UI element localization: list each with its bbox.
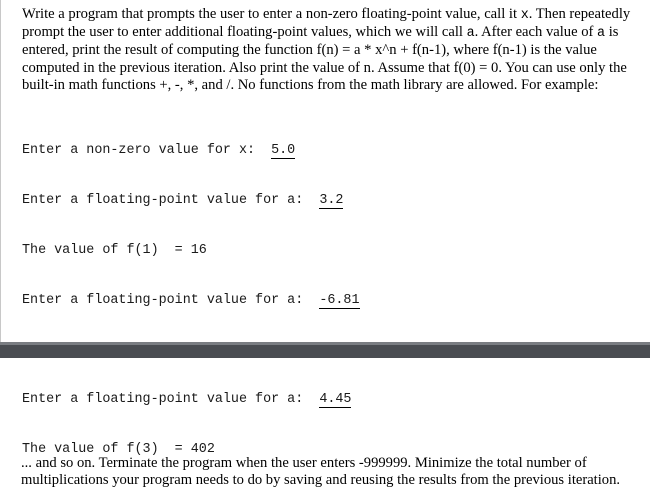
- intro-text-2b: is entered, print the result of computing the function f(n) = a * x^n + f(n-1), where f(n-1) is the value computed in the previous iteration. Also print the value of n. Assume that f(0) = 0. You can use only the built-in math functions +, -, *, and /. No functions from the math library are allowed. For example:: [22, 24, 627, 93]
- variable-x: x: [520, 8, 529, 23]
- intro-text-2a: . After each value of: [474, 24, 598, 41]
- intro-text-1b: . Then repeatedly prompt the user to enter additional floating-point values, which we will call: [22, 6, 631, 41]
- console-line: [22, 293, 360, 310]
- console-user-input: 4.45: [319, 392, 352, 408]
- console-prompt: Enter a non-zero value for x:: [22, 143, 272, 159]
- intro-text-1a: Write a program that prompts the user to enter a non-zero floating-point value, call it: [22, 6, 521, 22]
- console-line: [22, 243, 360, 260]
- problem-description: [22, 6, 647, 94]
- console-line: [22, 392, 360, 409]
- console-line: [22, 143, 360, 160]
- console-prompt: Enter a floating-point value for a:: [22, 292, 320, 308]
- console-output: The value of f(3) = 402: [22, 441, 215, 457]
- variable-a: a: [466, 26, 475, 42]
- variable-a-2: a: [597, 26, 606, 42]
- console-user-input: -6.81: [319, 292, 360, 308]
- console-prompt: Enter a floating-point value for a:: [22, 392, 320, 408]
- console-user-input: 3.2: [319, 192, 344, 208]
- console-user-input: 5.0: [271, 143, 296, 159]
- console-line: [22, 193, 360, 210]
- console-output: The value of f(1) = 16: [22, 242, 207, 258]
- console-prompt: Enter a floating-point value for a:: [22, 192, 320, 208]
- page-break-divider: [0, 342, 650, 358]
- example-console-output: [22, 110, 360, 492]
- closing-paragraph: ... and so on. Terminate the program when the user enters -999999. Minimize the total number of multiplications your program needs to do by saving and reusing the results from the previous iteration.: [21, 455, 621, 489]
